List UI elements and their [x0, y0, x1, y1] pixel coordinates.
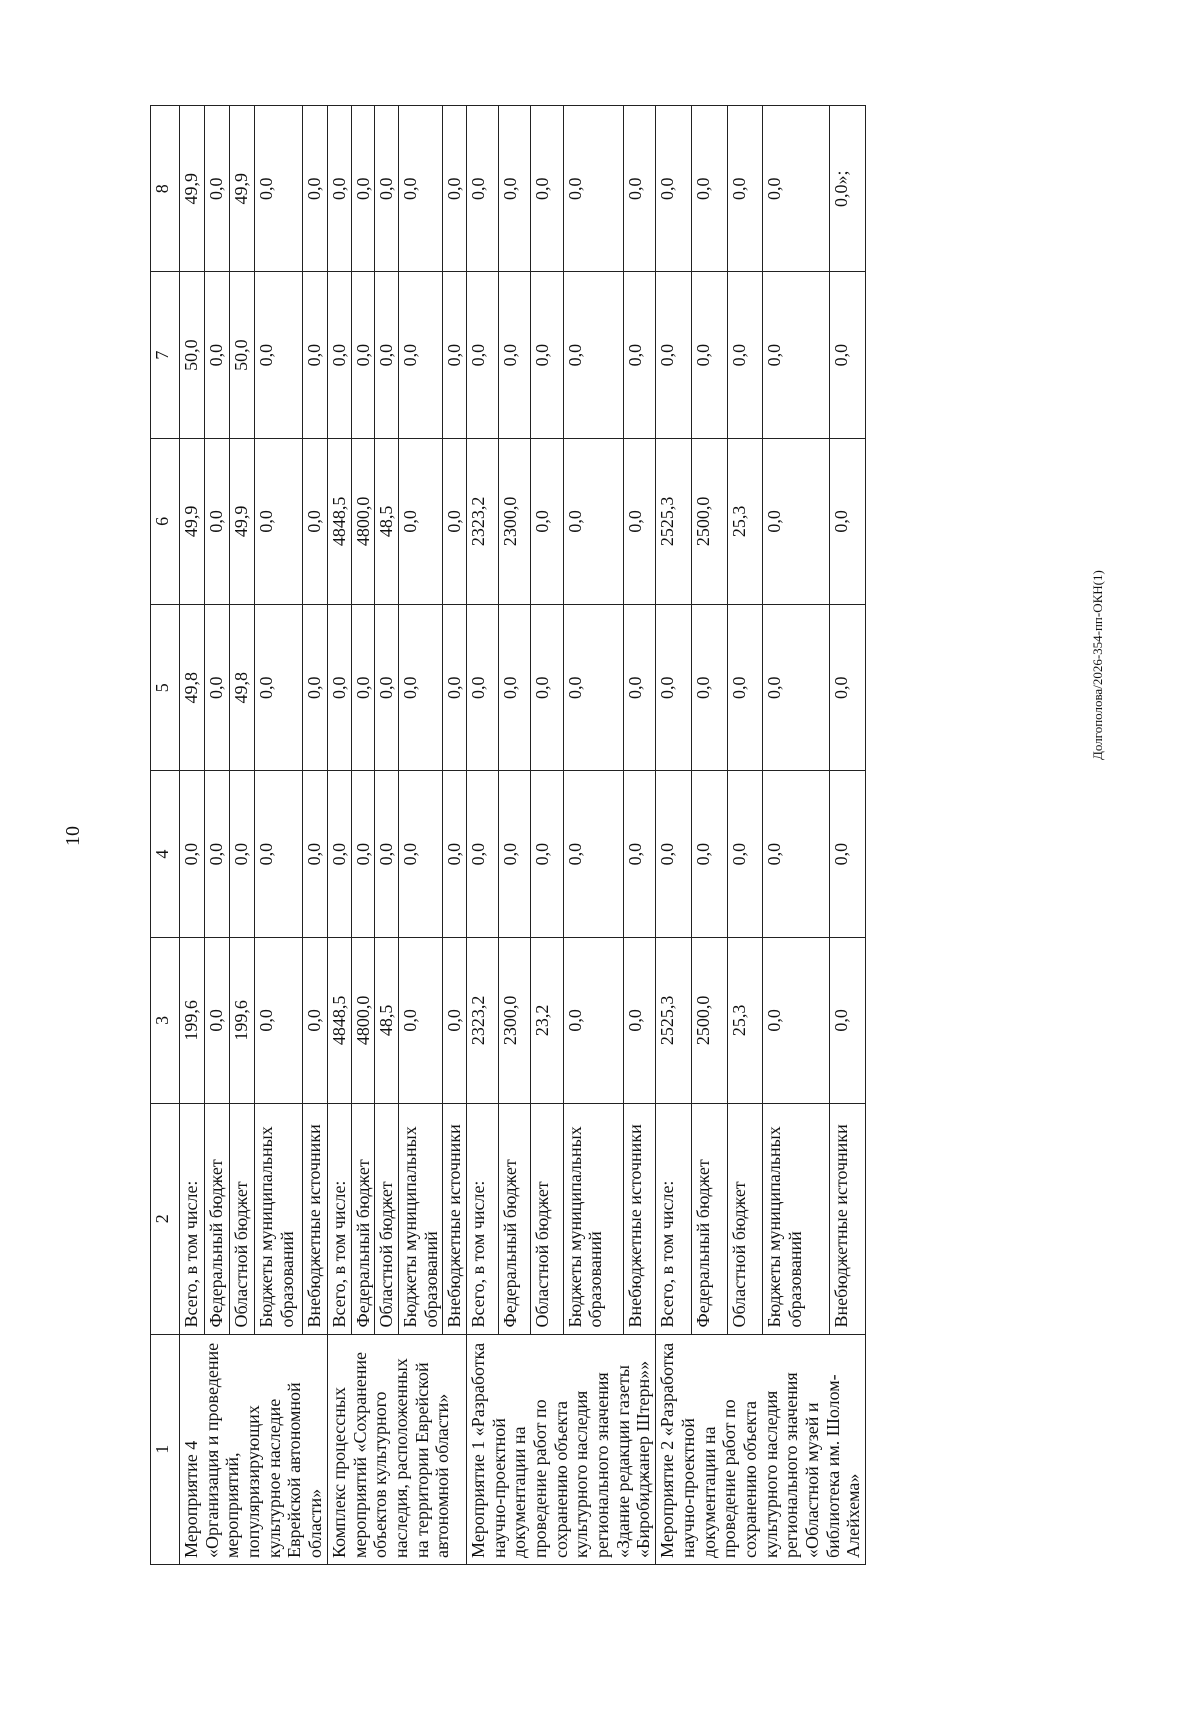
value-cell: 0,0 [205, 937, 230, 1103]
value-cell: 0,0 [623, 605, 655, 771]
value-cell: 0,0 [830, 937, 866, 1103]
value-cell: 199,6 [180, 937, 205, 1103]
value-cell: 0,0 [255, 106, 302, 272]
value-cell: 0,0 [327, 106, 351, 272]
value-cell: 0,0 [691, 272, 727, 438]
value-cell: 25,3 [727, 438, 763, 604]
value-cell: 0,0 [375, 771, 399, 937]
activity-name-cell: Мероприятие 1 «Разработка научно-проектной документации на проведение работ по сохранению объекта культурного наследия регионального значения «Здание редакции газеты «Биробиджанер Штерн»» [466, 1334, 655, 1564]
activity-name-cell: Мероприятие 4 «Организация и проведение мероприятий, популяризирующих культурное наследие Еврейской автономной области» [180, 1334, 328, 1564]
col-header: 2 [151, 1104, 180, 1334]
value-cell: 0,0 [830, 272, 866, 438]
funding-source-cell: Внебюджетные источники [623, 1104, 655, 1334]
value-cell: 0,0 [623, 272, 655, 438]
value-cell: 0,0 [255, 937, 302, 1103]
value-cell: 0,0 [531, 438, 563, 604]
value-cell: 2323,2 [466, 937, 498, 1103]
value-cell: 0,0 [763, 937, 830, 1103]
value-cell: 0,0 [830, 438, 866, 604]
value-cell: 0,0 [327, 272, 351, 438]
value-cell: 4800,0 [351, 438, 375, 604]
budget-table [150, 105, 866, 1565]
col-header: 1 [151, 1334, 180, 1564]
funding-source-cell: Областной бюджет [531, 1104, 563, 1334]
value-cell: 0,0 [531, 272, 563, 438]
funding-source-cell: Всего, в том числе: [180, 1104, 205, 1334]
value-cell: 0,0 [443, 272, 467, 438]
value-cell: 0,0 [398, 272, 442, 438]
value-cell: 0,0 [691, 771, 727, 937]
funding-source-cell: Федеральный бюджет [691, 1104, 727, 1334]
funding-source-cell: Внебюджетные источники [443, 1104, 467, 1334]
value-cell: 0,0 [466, 605, 498, 771]
value-cell: 0,0 [466, 106, 498, 272]
funding-source-cell: Бюджеты муниципальных образований [763, 1104, 830, 1334]
value-cell: 0,0 [255, 771, 302, 937]
value-cell: 0,0 [727, 272, 763, 438]
value-cell: 0,0 [255, 438, 302, 604]
rotated-table-container [150, 105, 1070, 1565]
value-cell: 0,0 [763, 771, 830, 937]
value-cell: 0,0 [302, 272, 327, 438]
value-cell: 0,0 [375, 106, 399, 272]
value-cell: 0,0 [443, 771, 467, 937]
table-body [180, 106, 866, 1565]
value-cell: 0,0 [656, 106, 692, 272]
value-cell: 0,0 [443, 605, 467, 771]
funding-source-cell: Федеральный бюджет [499, 1104, 531, 1334]
value-cell: 2323,2 [466, 438, 498, 604]
value-cell: 0,0 [763, 605, 830, 771]
value-cell: 0,0 [563, 771, 623, 937]
value-cell: 0,0 [499, 272, 531, 438]
funding-source-cell: Областной бюджет [727, 1104, 763, 1334]
value-cell: 0,0 [830, 605, 866, 771]
value-cell: 0,0 [443, 438, 467, 604]
value-cell: 4848,5 [327, 438, 351, 604]
value-cell: 0,0 [230, 771, 255, 937]
funding-source-cell: Федеральный бюджет [205, 1104, 230, 1334]
funding-source-cell: Внебюджетные источники [830, 1104, 866, 1334]
value-cell: 0,0 [205, 106, 230, 272]
funding-source-cell: Всего, в том числе: [327, 1104, 351, 1334]
value-cell: 0,0 [351, 272, 375, 438]
value-cell: 49,9 [180, 438, 205, 604]
value-cell: 50,0 [180, 272, 205, 438]
funding-source-cell: Федеральный бюджет [351, 1104, 375, 1334]
header-row [151, 106, 180, 1565]
page-number: 10 [62, 826, 84, 846]
value-cell: 0,0 [623, 438, 655, 604]
value-cell: 0,0 [205, 438, 230, 604]
col-header: 6 [151, 438, 180, 604]
value-cell: 49,9 [230, 106, 255, 272]
value-cell: 0,0 [302, 937, 327, 1103]
value-cell: 0,0»; [830, 106, 866, 272]
value-cell: 0,0 [763, 438, 830, 604]
value-cell: 0,0 [727, 106, 763, 272]
value-cell: 49,8 [180, 605, 205, 771]
value-cell: 199,6 [230, 937, 255, 1103]
value-cell: 0,0 [691, 605, 727, 771]
col-header: 5 [151, 605, 180, 771]
value-cell: 4848,5 [327, 937, 351, 1103]
col-header: 8 [151, 106, 180, 272]
value-cell: 0,0 [656, 272, 692, 438]
value-cell: 0,0 [656, 771, 692, 937]
value-cell: 23,2 [531, 937, 563, 1103]
value-cell: 0,0 [255, 605, 302, 771]
document-footer: Долгополова/2026-354-пп-ОКН(1) [1090, 570, 1105, 760]
value-cell: 0,0 [398, 106, 442, 272]
funding-source-cell: Областной бюджет [230, 1104, 255, 1334]
value-cell: 0,0 [180, 771, 205, 937]
value-cell: 0,0 [205, 605, 230, 771]
value-cell: 48,5 [375, 438, 399, 604]
value-cell: 0,0 [623, 937, 655, 1103]
value-cell: 0,0 [302, 106, 327, 272]
table-row [656, 106, 692, 1565]
value-cell: 4800,0 [351, 937, 375, 1103]
col-header: 4 [151, 771, 180, 937]
value-cell: 0,0 [302, 605, 327, 771]
value-cell: 0,0 [763, 272, 830, 438]
value-cell: 50,0 [230, 272, 255, 438]
value-cell: 0,0 [727, 605, 763, 771]
col-header: 7 [151, 272, 180, 438]
value-cell: 0,0 [727, 771, 763, 937]
value-cell: 0,0 [205, 272, 230, 438]
activity-name-cell: Комплекс процессных мероприятий «Сохранение объектов культурного наследия, расположенных на территории Еврейской автономной области» [327, 1334, 466, 1564]
value-cell: 2525,3 [656, 438, 692, 604]
value-cell: 0,0 [351, 106, 375, 272]
value-cell: 2300,0 [499, 438, 531, 604]
value-cell: 0,0 [563, 605, 623, 771]
value-cell: 0,0 [255, 272, 302, 438]
value-cell: 0,0 [531, 771, 563, 937]
value-cell: 0,0 [302, 771, 327, 937]
value-cell: 0,0 [466, 272, 498, 438]
value-cell: 0,0 [327, 771, 351, 937]
value-cell: 0,0 [302, 438, 327, 604]
value-cell: 0,0 [351, 771, 375, 937]
funding-source-cell: Бюджеты муниципальных образований [255, 1104, 302, 1334]
table-row [327, 106, 351, 1565]
value-cell: 2300,0 [499, 937, 531, 1103]
value-cell: 0,0 [623, 106, 655, 272]
value-cell: 0,0 [375, 605, 399, 771]
value-cell: 48,5 [375, 937, 399, 1103]
value-cell: 0,0 [499, 771, 531, 937]
value-cell: 25,3 [727, 937, 763, 1103]
value-cell: 0,0 [563, 937, 623, 1103]
value-cell: 0,0 [443, 937, 467, 1103]
value-cell: 0,0 [531, 106, 563, 272]
value-cell: 0,0 [375, 272, 399, 438]
value-cell: 49,9 [180, 106, 205, 272]
value-cell: 0,0 [398, 937, 442, 1103]
funding-source-cell: Бюджеты муниципальных образований [563, 1104, 623, 1334]
value-cell: 0,0 [691, 106, 727, 272]
value-cell: 0,0 [830, 771, 866, 937]
funding-source-cell: Бюджеты муниципальных образований [398, 1104, 442, 1334]
value-cell: 0,0 [443, 106, 467, 272]
value-cell: 0,0 [466, 771, 498, 937]
col-header: 3 [151, 937, 180, 1103]
activity-name-cell: Мероприятие 2 «Разработка научно-проектной документации на проведение работ по сохранению объекта культурного наследия регионального значения «Областной музей и библиотека им. Шолом-Алейхема» [656, 1334, 866, 1564]
value-cell: 2525,3 [656, 937, 692, 1103]
value-cell: 0,0 [563, 272, 623, 438]
value-cell: 0,0 [499, 605, 531, 771]
table-row [180, 106, 205, 1565]
funding-source-cell: Всего, в том числе: [656, 1104, 692, 1334]
value-cell: 0,0 [656, 605, 692, 771]
value-cell: 0,0 [351, 605, 375, 771]
value-cell: 0,0 [531, 605, 563, 771]
value-cell: 49,8 [230, 605, 255, 771]
value-cell: 0,0 [763, 106, 830, 272]
value-cell: 2500,0 [691, 438, 727, 604]
value-cell: 0,0 [499, 106, 531, 272]
value-cell: 0,0 [398, 605, 442, 771]
value-cell: 0,0 [205, 771, 230, 937]
table-row [466, 106, 498, 1565]
value-cell: 0,0 [327, 605, 351, 771]
funding-source-cell: Областной бюджет [375, 1104, 399, 1334]
value-cell: 0,0 [623, 771, 655, 937]
value-cell: 2500,0 [691, 937, 727, 1103]
value-cell: 49,9 [230, 438, 255, 604]
funding-source-cell: Всего, в том числе: [466, 1104, 498, 1334]
value-cell: 0,0 [563, 106, 623, 272]
value-cell: 0,0 [398, 771, 442, 937]
value-cell: 0,0 [398, 438, 442, 604]
value-cell: 0,0 [563, 438, 623, 604]
funding-source-cell: Внебюджетные источники [302, 1104, 327, 1334]
